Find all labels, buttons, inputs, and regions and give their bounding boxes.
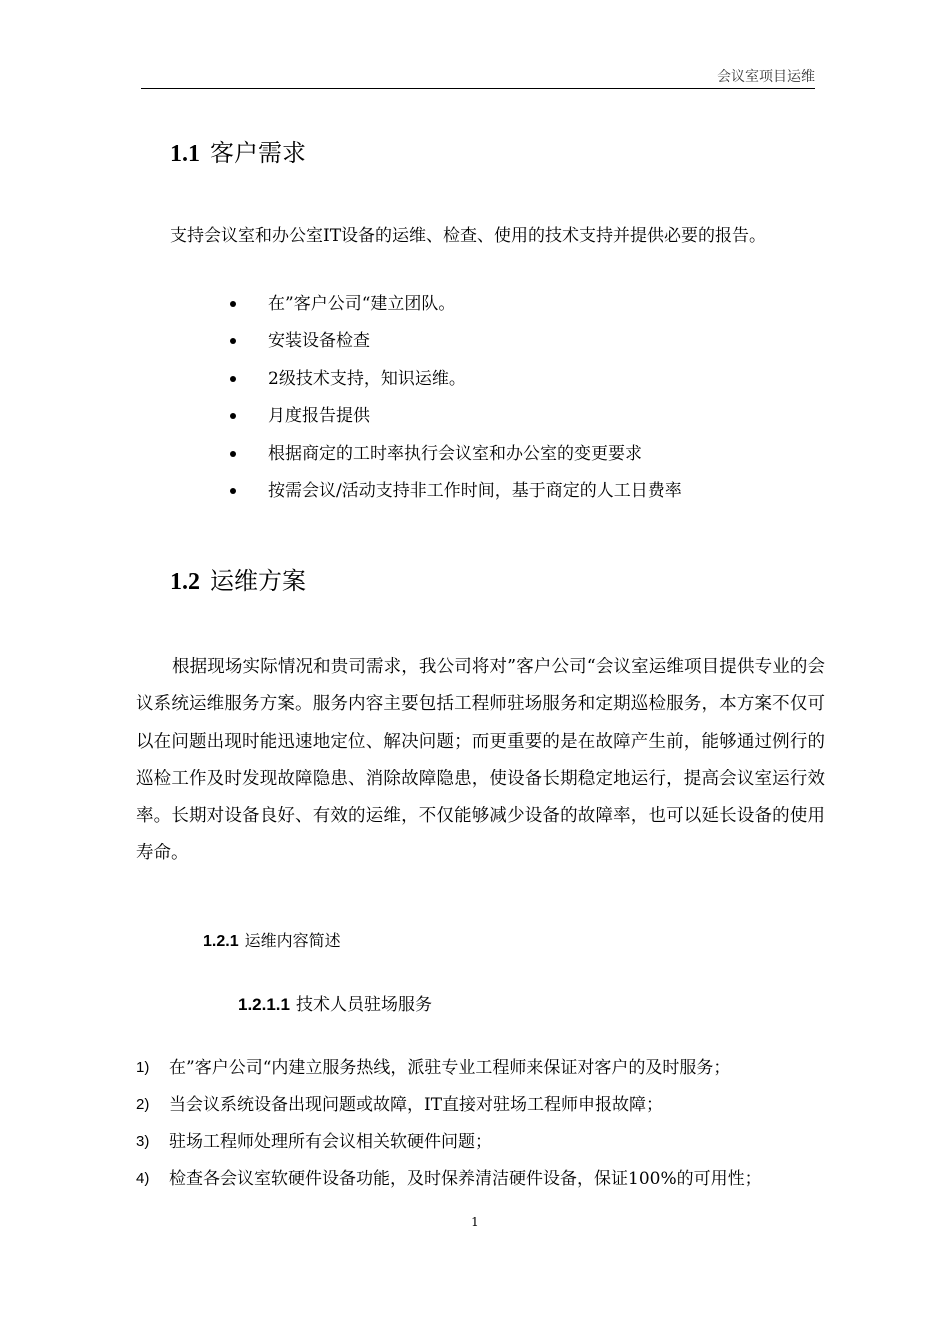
list-marker: 4) xyxy=(136,1170,150,1187)
heading-1-1 xyxy=(170,137,306,170)
list-text: 驻场工程师处理所有会议相关软硬件问题； xyxy=(169,1132,492,1152)
heading-1-2-1-1-title: 技术人员驻场服务 xyxy=(296,995,432,1015)
bullet-dot-icon xyxy=(230,338,236,344)
heading-1-2-1 xyxy=(203,929,341,954)
header-title: 会议室项目运维 xyxy=(717,69,815,85)
page-number: 1 xyxy=(471,1215,479,1229)
heading-1-2-1-number: 1.2.1 xyxy=(203,933,239,950)
bullet-dot-icon xyxy=(230,301,236,307)
list-marker: 1) xyxy=(136,1059,150,1076)
heading-1-2-1-1 xyxy=(238,992,432,1018)
requirements-intro: 支持会议室和办公室IT设备的运维、检查、使用的技术支持并提供必要的报告。 xyxy=(170,226,767,246)
heading-1-2 xyxy=(170,565,306,598)
list-text: 在”客户公司“内建立服务热线，派驻专业工程师来保证对客户的及时服务； xyxy=(169,1058,731,1078)
list-text: 检查各会议室软硬件设备功能，及时保养清洁硬件设备，保证100%的可用性； xyxy=(169,1169,762,1189)
heading-1-2-1-title: 运维内容简述 xyxy=(244,931,341,950)
bullet-text: 根据商定的工时率执行会议室和办公室的变更要求 xyxy=(268,443,642,464)
list-marker: 3) xyxy=(136,1133,150,1150)
bullet-text: 月度报告提供 xyxy=(268,406,370,427)
heading-1-2-1-1-number: 1.2.1.1 xyxy=(238,995,290,1014)
page-header xyxy=(141,66,815,89)
bullet-text: 在”客户公司“建立团队。 xyxy=(268,294,456,314)
heading-1-1-number: 1.1 xyxy=(170,141,200,167)
heading-1-2-title: 运维方案 xyxy=(210,567,306,595)
bullet-text: 安装设备检查 xyxy=(268,331,370,352)
heading-1-1-title: 客户需求 xyxy=(210,139,306,167)
list-marker: 2) xyxy=(136,1096,150,1113)
bullet-dot-icon xyxy=(230,488,236,494)
solution-paragraph: 根据现场实际情况和贵司需求，我公司将对”客户公司“会议室运维项目提供专业的会议系统运维服务方案。服务内容主要包括工程师驻场服务和定期巡检服务，本方案不仅可以在问题出现时能迅速地定位、解决问题；而更重要的是在故障产生前，能够通过例行的巡检工作及时发现故障隐患、消除故障隐患，使设备长期稳定地运行，提高会议室运行效率。长期对设备良好、有效的运维，不仅能够减少设备的故障率，也可以延长设备的使用寿命。 xyxy=(136,657,825,864)
bullet-dot-icon xyxy=(230,451,236,457)
bullet-dot-icon xyxy=(230,413,236,419)
bullet-dot-icon xyxy=(230,376,236,382)
bullet-text: 2级技术支持，知识运维。 xyxy=(268,368,466,389)
list-text: 当会议系统设备出现问题或故障，IT直接对驻场工程师申报故障； xyxy=(169,1095,664,1115)
bullet-text: 按需会议/活动支持非工作时间，基于商定的人工日费率 xyxy=(268,480,682,501)
heading-1-2-number: 1.2 xyxy=(170,569,200,595)
